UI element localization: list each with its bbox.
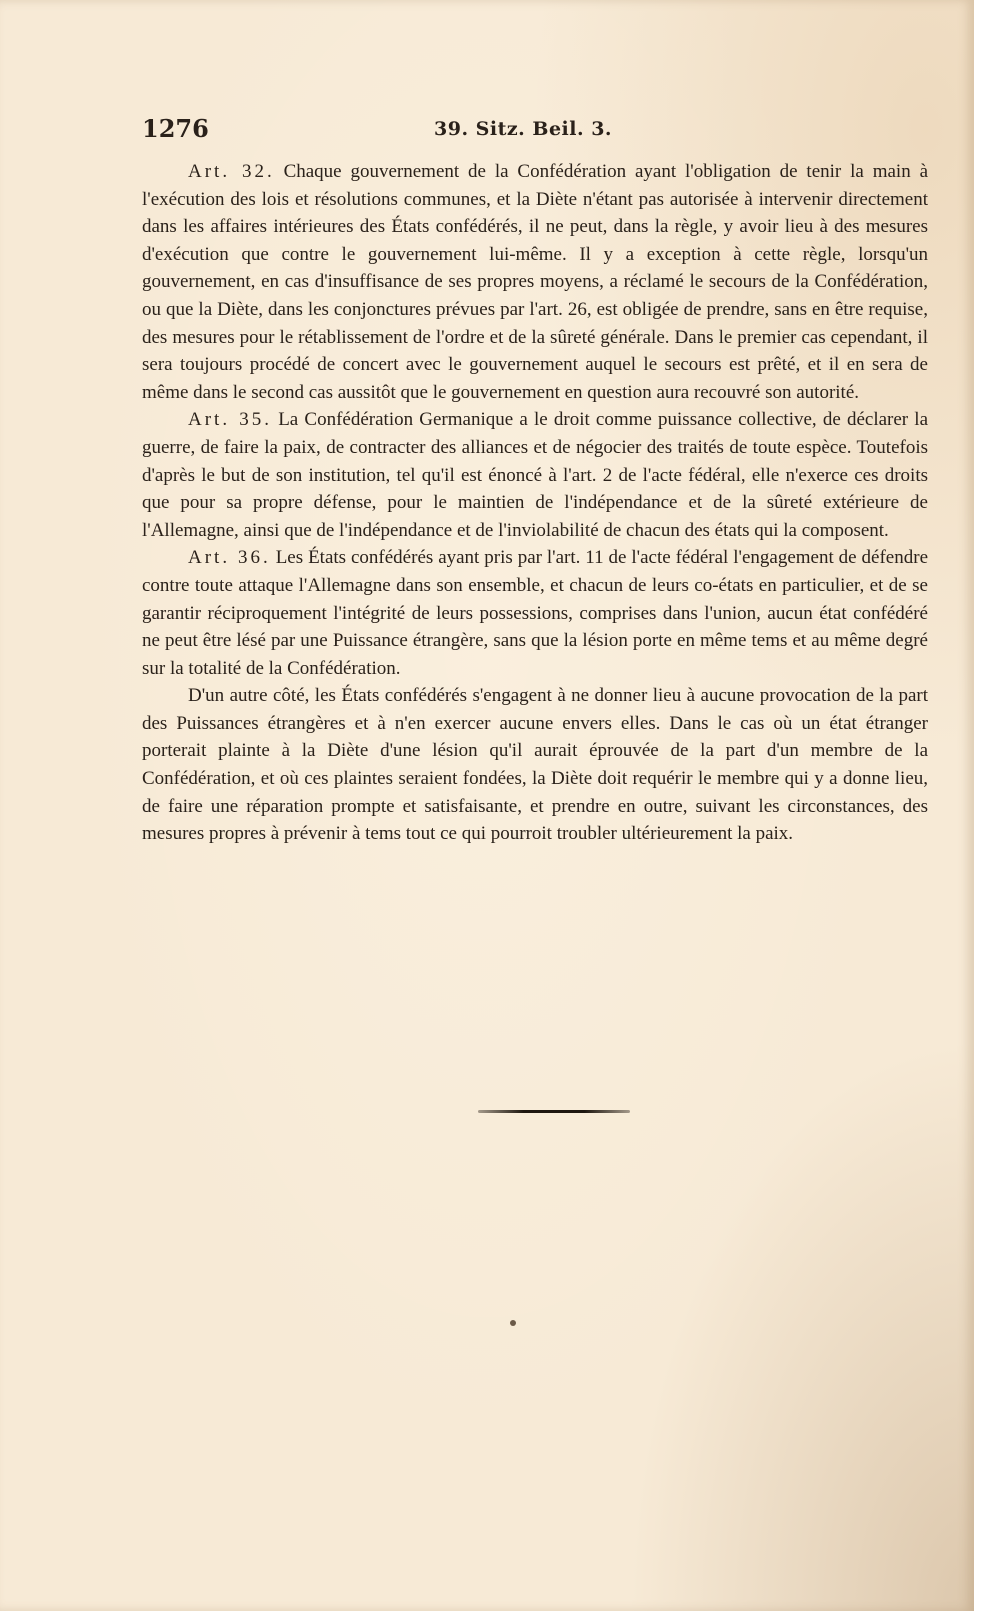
running-title: 39. Sitz. Beil. 3. — [434, 118, 613, 140]
article-35-paragraph — [142, 406, 928, 544]
end-rule-divider — [478, 1110, 630, 1113]
article-36-text: Les États confédérés ayant pris par l'art. 11 de l'acte fédéral l'engagement de défendre contre toute attaque l'Allemagne dans son ensemble, et chacun de leurs co-états en particulier, et de se garantir réciproquement l'intégrité de leurs possessions, comprises dans l'union, aucun état confédéré ne peut être lésé par une Puissance étrangère, sans que la lésion porte en même tems et au même degré sur la totalité de la Confédération. — [142, 547, 929, 679]
article-35-text: La Confédération Germanique a le droit comme puissance collective, de déclarer la guerre, de faire la paix, de contracter des alliances et de négocier des traités de toute espèce. Toutefois d'après le but de son institution, tel qu'il est énoncé à l'art. 2 de l'acte fédéral, elle n'exerce ces droits que pour sa propre défense, pour le maintien de l'indépendance et de la sûreté extérieure de l'Allemagne, ainsi que de l'indépendance et de l'inviolabilité de chacun des états qui la composent. — [142, 409, 929, 541]
article-36-paragraph — [142, 544, 928, 682]
article-35-label: Art. 35. — [188, 409, 273, 431]
article-32-label: Art. 32. — [188, 161, 275, 182]
page-header — [142, 114, 928, 150]
page-number: 1276 — [142, 114, 209, 143]
ink-spot — [510, 1320, 516, 1326]
closing-paragraph: D'un autre côté, les États confédérés s'engagent à ne donner lieu à aucune provocation de la part des Puissances étrangères et à n'en exercer aucune envers elles. Dans le cas où un état étranger porterait plainte à la Diète d'une lésion qu'il aurait éprouvée de la part d'un membre de la Confédération, et où ces plaintes seraient fondées, la Diète doit requérir le membre qui y a donne lieu, de faire une réparation prompte et satisfaisante, et prendre en outre, suivant les circonstances, des mesures propres à prévenir à tems tout ce qui pourroit troubler ultérieurement la paix. — [142, 685, 928, 845]
article-36-label: Art. 36. — [188, 547, 271, 569]
body-text — [142, 158, 928, 848]
article-32-text: Chaque gouvernement de la Confédération ayant l'obligation de tenir la main à l'exécution des lois et résolutions communes, et la Diète n'étant pas autorisée à intervenir directement dans les affaires intérieures des États confédérés, il ne peut, dans la règle, y avoir lieu à des mesures d'exécution que contre le gouvernement lui-même. Il y a exception à cette règle, lorsqu'un gouvernement, en cas d'insuffisance de ses propres moyens, a réclamé le secours de la Confédération, ou que la Diète, dans les conjonctures prévues par l'art. 26, est obligée de prendre, sans en être requise, des mesures pour le rétablissement de l'ordre et de la sûreté générale. Dans le premier cas cependant, il sera toujours procédé de concert avec le gouvernement auquel le secours est prêté, et il en sera de même dans le second cas aussitôt que le gouvernement en question aura recouvré son autorité. — [142, 161, 928, 403]
article-32-paragraph — [142, 158, 928, 406]
